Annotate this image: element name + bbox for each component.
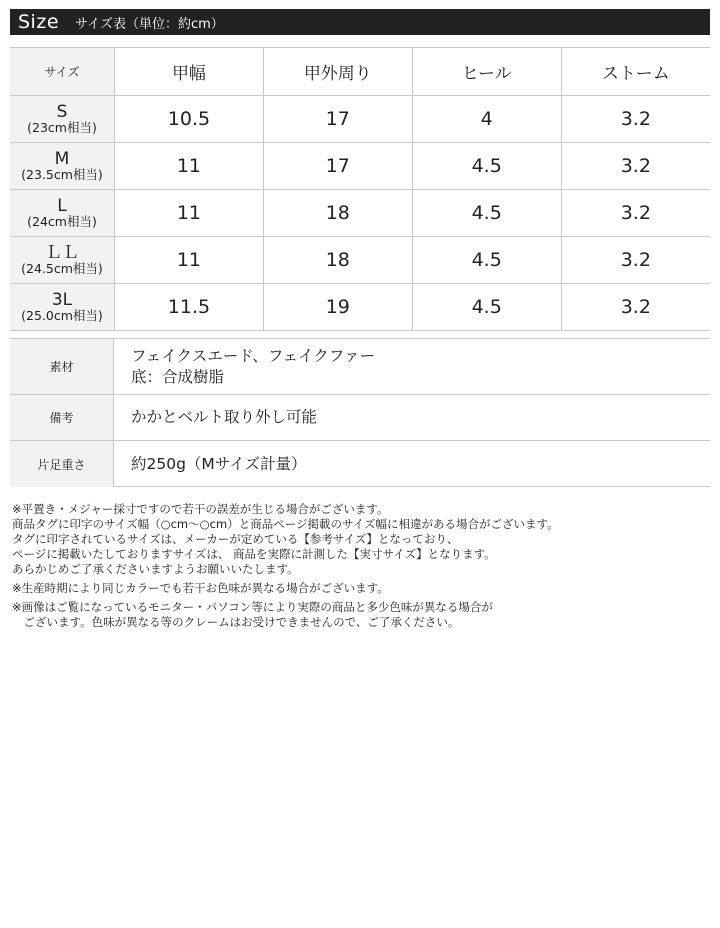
size-name: M bbox=[54, 148, 70, 169]
note-line: あらかじめご了承くださいますようお願いいたします。 bbox=[12, 562, 299, 576]
note-line: ございます。色味が異なる等のクレームはお受けできませんので、ご了承ください。 bbox=[12, 615, 460, 629]
value-cell: 3.2 bbox=[561, 190, 710, 237]
value-cell: 17 bbox=[263, 143, 412, 190]
size-cell bbox=[10, 190, 115, 237]
value-cell: 4.5 bbox=[412, 143, 561, 190]
size-name: S bbox=[56, 101, 68, 122]
value-cell: 3.2 bbox=[561, 237, 710, 284]
value-cell: 4.5 bbox=[412, 237, 561, 284]
table-row bbox=[10, 96, 710, 143]
value-cell: 3.2 bbox=[561, 143, 710, 190]
size-table bbox=[10, 48, 710, 331]
remarks-label: 備考 bbox=[10, 395, 114, 440]
weight-label: 片足重さ bbox=[10, 441, 114, 487]
value-cell: 11 bbox=[115, 237, 264, 284]
value-cell: 3.2 bbox=[561, 284, 710, 331]
note-line: ※平置き・メジャー採寸ですので若干の誤差が生じる場合がございます。 bbox=[12, 502, 389, 516]
header-storm: ストーム bbox=[561, 48, 710, 96]
material-line: フェイクスエード、フェイクファー bbox=[131, 346, 375, 365]
title-bar bbox=[10, 9, 710, 35]
notes bbox=[12, 502, 559, 630]
material-line: 底：合成樹脂 bbox=[131, 367, 225, 386]
note-line: ※生産時期により同じカラーでも若干お色味が異なる場合がございます。 bbox=[12, 581, 389, 595]
value-cell: 19 bbox=[263, 284, 412, 331]
value-cell: 18 bbox=[263, 190, 412, 237]
size-cell bbox=[10, 143, 115, 190]
value-cell: 17 bbox=[263, 96, 412, 143]
note-line: 商品タグに印字のサイズ幅（○cm〜○cm）と商品ページ掲載のサイズ幅に相違がある場合がございます。 bbox=[12, 517, 559, 531]
material-row bbox=[10, 338, 710, 394]
header-heel: ヒール bbox=[412, 48, 561, 96]
title-main: Size bbox=[18, 11, 60, 33]
remarks-value: かかとベルト取り外し可能 bbox=[131, 408, 318, 427]
weight-row bbox=[10, 440, 710, 487]
size-cell bbox=[10, 284, 115, 331]
value-cell: 3.2 bbox=[561, 96, 710, 143]
table-row bbox=[10, 143, 710, 190]
value-cell: 11.5 bbox=[115, 284, 264, 331]
size-name: L bbox=[57, 195, 67, 216]
table-row bbox=[10, 237, 710, 284]
header-instep-width: 甲幅 bbox=[115, 48, 264, 96]
size-equivalent: (23cm相当) bbox=[27, 120, 97, 136]
size-cell bbox=[10, 96, 115, 143]
value-cell: 18 bbox=[263, 237, 412, 284]
size-equivalent: (24cm相当) bbox=[27, 214, 97, 230]
table-row bbox=[10, 284, 710, 331]
value-cell: 4.5 bbox=[412, 284, 561, 331]
note-line: タグに印字されているサイズは、メーカーが定めている【参考サイズ】となっており、 bbox=[12, 532, 459, 546]
header-size-label: サイズ bbox=[10, 48, 115, 96]
size-cell bbox=[10, 237, 115, 284]
size-name: 3L bbox=[51, 289, 73, 310]
header-row bbox=[10, 48, 710, 96]
weight-value: 約250g（Mサイズ計量） bbox=[131, 454, 307, 473]
title-sub: サイズ表（単位：約cm） bbox=[75, 16, 224, 32]
value-cell: 11 bbox=[115, 190, 264, 237]
size-equivalent: (23.5cm相当) bbox=[21, 167, 103, 183]
value-cell: 11 bbox=[115, 143, 264, 190]
note-line: ページに掲載いたしておりますサイズは、 商品を実際に計測した【実寸サイズ】となります。 bbox=[12, 547, 496, 561]
header-instep-circumference: 甲外周り bbox=[263, 48, 412, 96]
size-equivalent: (25.0cm相当) bbox=[21, 308, 103, 324]
remarks-row bbox=[10, 394, 710, 440]
size-chart bbox=[10, 47, 710, 487]
table-row bbox=[10, 190, 710, 237]
size-equivalent: (24.5cm相当) bbox=[21, 261, 103, 277]
value-cell: 10.5 bbox=[115, 96, 264, 143]
size-name: ＬＬ bbox=[45, 242, 79, 263]
material-label: 素材 bbox=[10, 339, 114, 394]
material-value bbox=[114, 339, 710, 394]
note-line: ※画像はご覧になっているモニター・パソコン等により実際の商品と多少色味が異なる場合が bbox=[12, 600, 493, 614]
value-cell: 4 bbox=[412, 96, 561, 143]
value-cell: 4.5 bbox=[412, 190, 561, 237]
